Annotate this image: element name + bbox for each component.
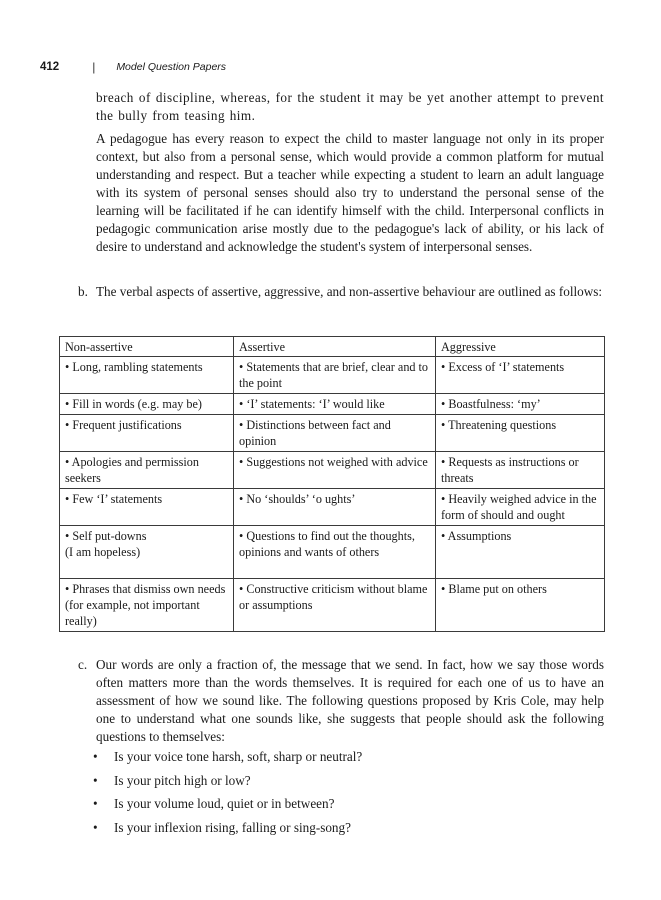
list-item-c [78,656,604,746]
behaviour-table [59,336,605,632]
table-cell: • Apologies and permission seekers [60,452,234,489]
table-cell: • Blame put on others [436,579,605,632]
item-c-text: Our words are only a fraction of, the message that we send. In fact, how we say those words often matters more than the words themselves. It is required for each one of us to have an assessment of how we sound like. The following questions proposed by Kris Cole, may help one to understand what one sounds like, she suggests that people should ask the following questions to themselves: [96,657,604,744]
item-b-text: The verbal aspects of assertive, aggressive, and non-assertive behaviour are outlined as follows: [96,284,603,299]
table-header-row [60,337,605,357]
header-non-assertive: Non-assertive [60,337,234,357]
table-row [60,526,605,579]
table-cell: • Heavily weighed advice in the form of should and ought [436,489,605,526]
header-aggressive: Aggressive [436,337,605,357]
table-cell: • Few ‘I’ statements [60,489,234,526]
page-number: 412 [40,61,60,73]
table-cell: • Statements that are brief, clear and to the point [234,357,436,394]
question-text: Is your pitch high or low? [114,772,251,788]
table-cell: • Phrases that dismiss own needs (for example, not important really) [60,579,234,632]
table-cell: • No ‘shoulds’ ‘o ughts’ [234,489,436,526]
continuation-paragraph: breach of discipline, whereas, for the student it may be yet another attempt to prevent the bully from teasing him. [96,90,604,123]
table-cell: • Self put-downs (I am hopeless) [60,526,234,579]
list-item [93,819,362,843]
page-header [40,59,226,75]
item-c-marker: c. [78,657,88,672]
question-text: Is your volume loud, quiet or in between? [114,796,335,811]
table-row [60,394,605,415]
bullet-icon: • [93,749,98,764]
table-cell: • Questions to find out the thoughts, opinions and wants of others [234,526,436,579]
table-row [60,579,605,632]
bullet-icon: • [93,796,98,811]
header-separator: | [92,60,96,74]
bullet-icon: • [93,772,98,788]
table-cell: • Fill in words (e.g. may be) [60,394,234,415]
table-cell: • Suggestions not weighed with advice [234,452,436,489]
pedagogue-paragraph: A pedagogue has every reason to expect the child to master language not only in its proper context, but also from a personal sense, which would provide a common platform for mutual understanding and respect. But a teacher while expecting a student to learn an adult language with its system of personal senses should also try to understand the personal sense of the learning will be facilitated if he can identify himself with the child. Interpersonal conflicts in pedagogic communication arise mostly due to the pedagogue's lack of ability, or his lack of desire to understand and acknowledge the student's system of interpersonal senses. [96,131,604,254]
table-cell: • Threatening questions [436,415,605,452]
table-cell: • Boastfulness: ‘my’ [436,394,605,415]
table-cell: • Constructive criticism without blame or assumptions [234,579,436,632]
header-assertive: Assertive [234,337,436,357]
table-row [60,357,605,394]
question-list [93,748,362,842]
item-b-marker: b. [78,284,88,299]
table-cell: • Frequent justifications [60,415,234,452]
table-row [60,415,605,452]
table-cell: • Distinctions between fact and opinion [234,415,436,452]
list-item [93,748,362,772]
question-text: Is your voice tone harsh, soft, sharp or neutral? [114,749,363,764]
table-cell: • ‘I’ statements: ‘I’ would like [234,394,436,415]
question-text: Is your inflexion rising, falling or sing-song? [114,819,351,835]
body-text [96,89,604,256]
list-item [93,795,362,819]
table-row [60,489,605,526]
table-cell: • Assumptions [436,526,605,579]
list-item-b [78,283,604,301]
running-title: Model Question Papers [116,61,227,73]
table-cell: • Requests as instructions or threats [436,452,605,489]
table-cell: • Excess of ‘I’ statements [436,357,605,394]
bullet-icon: • [93,819,98,835]
list-item [93,772,362,796]
table-row [60,452,605,489]
table-cell: • Long, rambling statements [60,357,234,394]
